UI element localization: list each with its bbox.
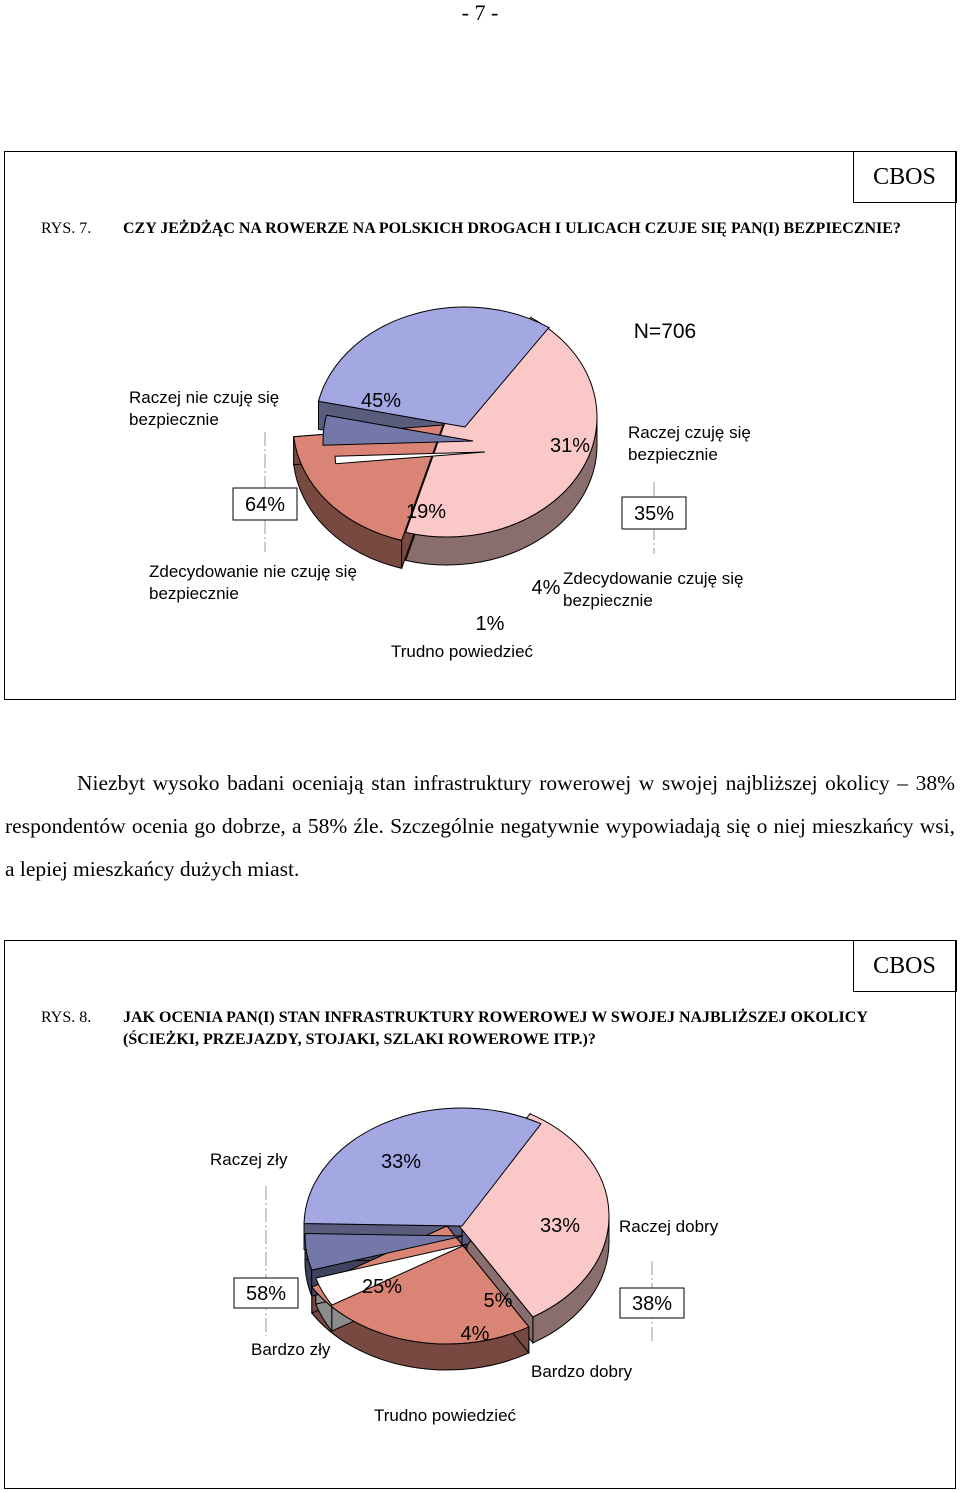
category-label: Raczej czuję się bbox=[628, 423, 751, 442]
figure-number: RYS. 8. bbox=[41, 1009, 92, 1026]
pie-value-label: 5% bbox=[483, 1290, 513, 1312]
group-total-label: 35% bbox=[633, 503, 675, 525]
pie-value-label: 31% bbox=[549, 435, 591, 457]
category-label: Zdecydowanie nie czuję się bbox=[149, 562, 357, 581]
pie-value-label: 4% bbox=[460, 1323, 490, 1345]
category-label: Trudno powiedzieć bbox=[373, 1406, 517, 1425]
category-label: Raczej zły bbox=[210, 1150, 288, 1169]
category-label: Zdecydowanie czuję się bbox=[563, 569, 744, 588]
page-number: - 7 - bbox=[461, 0, 499, 25]
pie-value-label: 1% bbox=[475, 613, 505, 635]
pie-value-label: 45% bbox=[360, 390, 402, 412]
category-label-line2: bezpiecznie bbox=[628, 445, 718, 464]
group-total-label: 38% bbox=[631, 1293, 673, 1315]
figure-panel-2 bbox=[4, 940, 956, 1489]
category-label: Bardzo dobry bbox=[531, 1362, 633, 1381]
body-paragraph bbox=[5, 762, 955, 891]
figure-panel-1 bbox=[4, 151, 956, 700]
cbos-logo-box: CBOS bbox=[853, 151, 957, 203]
category-label-line2: bezpiecznie bbox=[129, 410, 219, 429]
pie-value-label: 19% bbox=[405, 501, 447, 523]
pie-value-label: 33% bbox=[539, 1215, 581, 1237]
category-label: Raczej dobry bbox=[619, 1217, 719, 1236]
cbos-logo-box: CBOS bbox=[853, 940, 957, 992]
category-label: Trudno powiedzieć bbox=[390, 642, 534, 661]
pie-value-label: 25% bbox=[361, 1276, 403, 1298]
pie-chart-2 bbox=[5, 941, 955, 1487]
category-label-line2: bezpiecznie bbox=[149, 584, 239, 603]
category-label: Raczej nie czuję się bbox=[129, 388, 280, 407]
pie-chart-1 bbox=[5, 152, 955, 698]
figure-title: JAK OCENIA PAN(I) STAN INFRASTRUKTURY ROWEROWEJ W SWOJEJ NAJBLIŻSZEJ OKOLICY (ŚCIEŻKI, PRZEJAZDY, STOJAKI, SZLAKI ROWEROWE ITP.)? bbox=[123, 1009, 868, 1048]
figure-title: CZY JEŻDŻĄC NA ROWERZE NA POLSKICH DROGACH I ULICACH CZUJE SIĘ PAN(I) BEZPIECZNIE? bbox=[123, 220, 901, 237]
group-total-label: 64% bbox=[244, 494, 286, 516]
pie-value-label: 4% bbox=[531, 577, 561, 599]
category-label: Bardzo zły bbox=[251, 1340, 331, 1359]
figure-number: RYS. 7. bbox=[41, 220, 92, 237]
group-total-label: 58% bbox=[245, 1283, 287, 1305]
category-label-line2: bezpiecznie bbox=[563, 591, 653, 610]
n-label: N=706 bbox=[633, 320, 697, 343]
pie-value-label: 33% bbox=[380, 1151, 422, 1173]
paragraph-text: Niezbyt wysoko badani oceniają stan infrastruktury rowerowej w swojej najbliższej okolicy – 38% respondentów ocenia go dobrze, a 58% źle. Szczególnie negatywnie wypowiadają się o niej mieszkańcy wsi, a lepiej mieszkańcy dużych miast. bbox=[5, 771, 955, 881]
